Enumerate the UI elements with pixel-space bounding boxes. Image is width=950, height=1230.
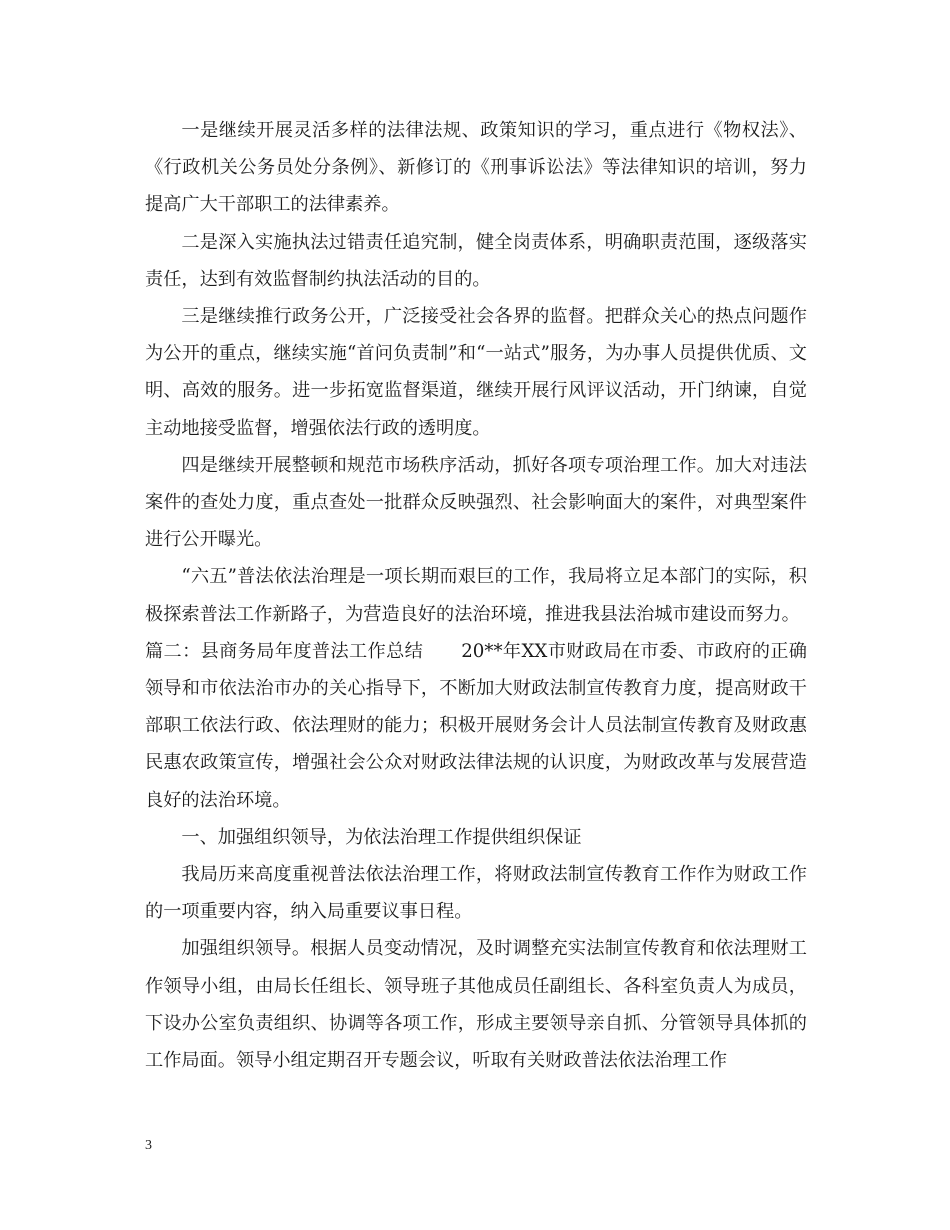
- paragraph: 二是深入实施执法过错责任追究制，健全岗责体系，明确职责范围，逐级落实责任，达到有效监督制约执法活动的目的。: [145, 231, 807, 290]
- section-heading: 篇二：县商务局年度普法工作总结: [145, 640, 424, 662]
- paragraph: 三是继续推行政务公开，广泛接受社会各界的监督。把群众关心的热点问题作为公开的重点，继续实施“首问负责制”和“一站式”服务，为办事人员提供优质、文明、高效的服务。进一步拓宽监督渠道，继续开展行风评议活动，开门纳谏，自觉主动地接受监督，增强依法行政的透明度。: [145, 306, 807, 439]
- paragraph: “六五”普法依法治理是一项长期而艰巨的工作，我局将立足本部门的实际，积极探索普法工作新路子，为营造良好的法治环境，推进我县法治城市建设而努力。: [145, 566, 807, 625]
- section-paragraph: [145, 633, 807, 819]
- paragraph: 四是继续开展整顿和规范市场秩序活动，抓好各项专项治理工作。加大对违法案件的查处力度，重点查处一批群众反映强烈、社会影响面大的案件，对典型案件进行公开曝光。: [145, 454, 807, 551]
- document-body: [145, 112, 807, 1079]
- paragraph: 我局历来高度重视普法依法治理工作，将财政法制宣传教育工作作为财政工作的一项重要内容，纳入局重要议事日程。: [145, 864, 807, 923]
- paragraph: 加强组织领导。根据人员变动情况，及时调整充实法制宣传教育和依法理财工作领导小组，由局长任组长、领导班子其他成员任副组长、各科室负责人为成员，下设办公室负责组织、协调等各项工作，形成主要领导亲自抓、分管领导具体抓的工作局面。领导小组定期召开专题会议，听取有关财政普法依法治理工作: [145, 938, 807, 1072]
- paragraph: 一是继续开展灵活多样的法律法规、政策知识的学习，重点进行《物权法》、《行政机关公务员处分条例》、新修订的《刑事诉讼法》等法律知识的培训，努力提高广大干部职工的法律素养。: [145, 120, 807, 216]
- page-number: 3: [145, 1138, 152, 1153]
- section-subheading: 一、加强组织领导，为依法治理工作提供组织保证: [181, 826, 582, 848]
- section-lead: 20**年XX市财政局在市委、市政府的正确领导和市依法治市办的关心指导下，不断加大财政法制宣传教育力度，提高财政干部职工依法行政、依法理财的能力；积极开展财务会计人员法制宣传教育及财政惠民惠农政策宣传，增强社会公众对财政法律法规的认识度，为财政改革与发展营造良好的法治环境。: [145, 640, 807, 811]
